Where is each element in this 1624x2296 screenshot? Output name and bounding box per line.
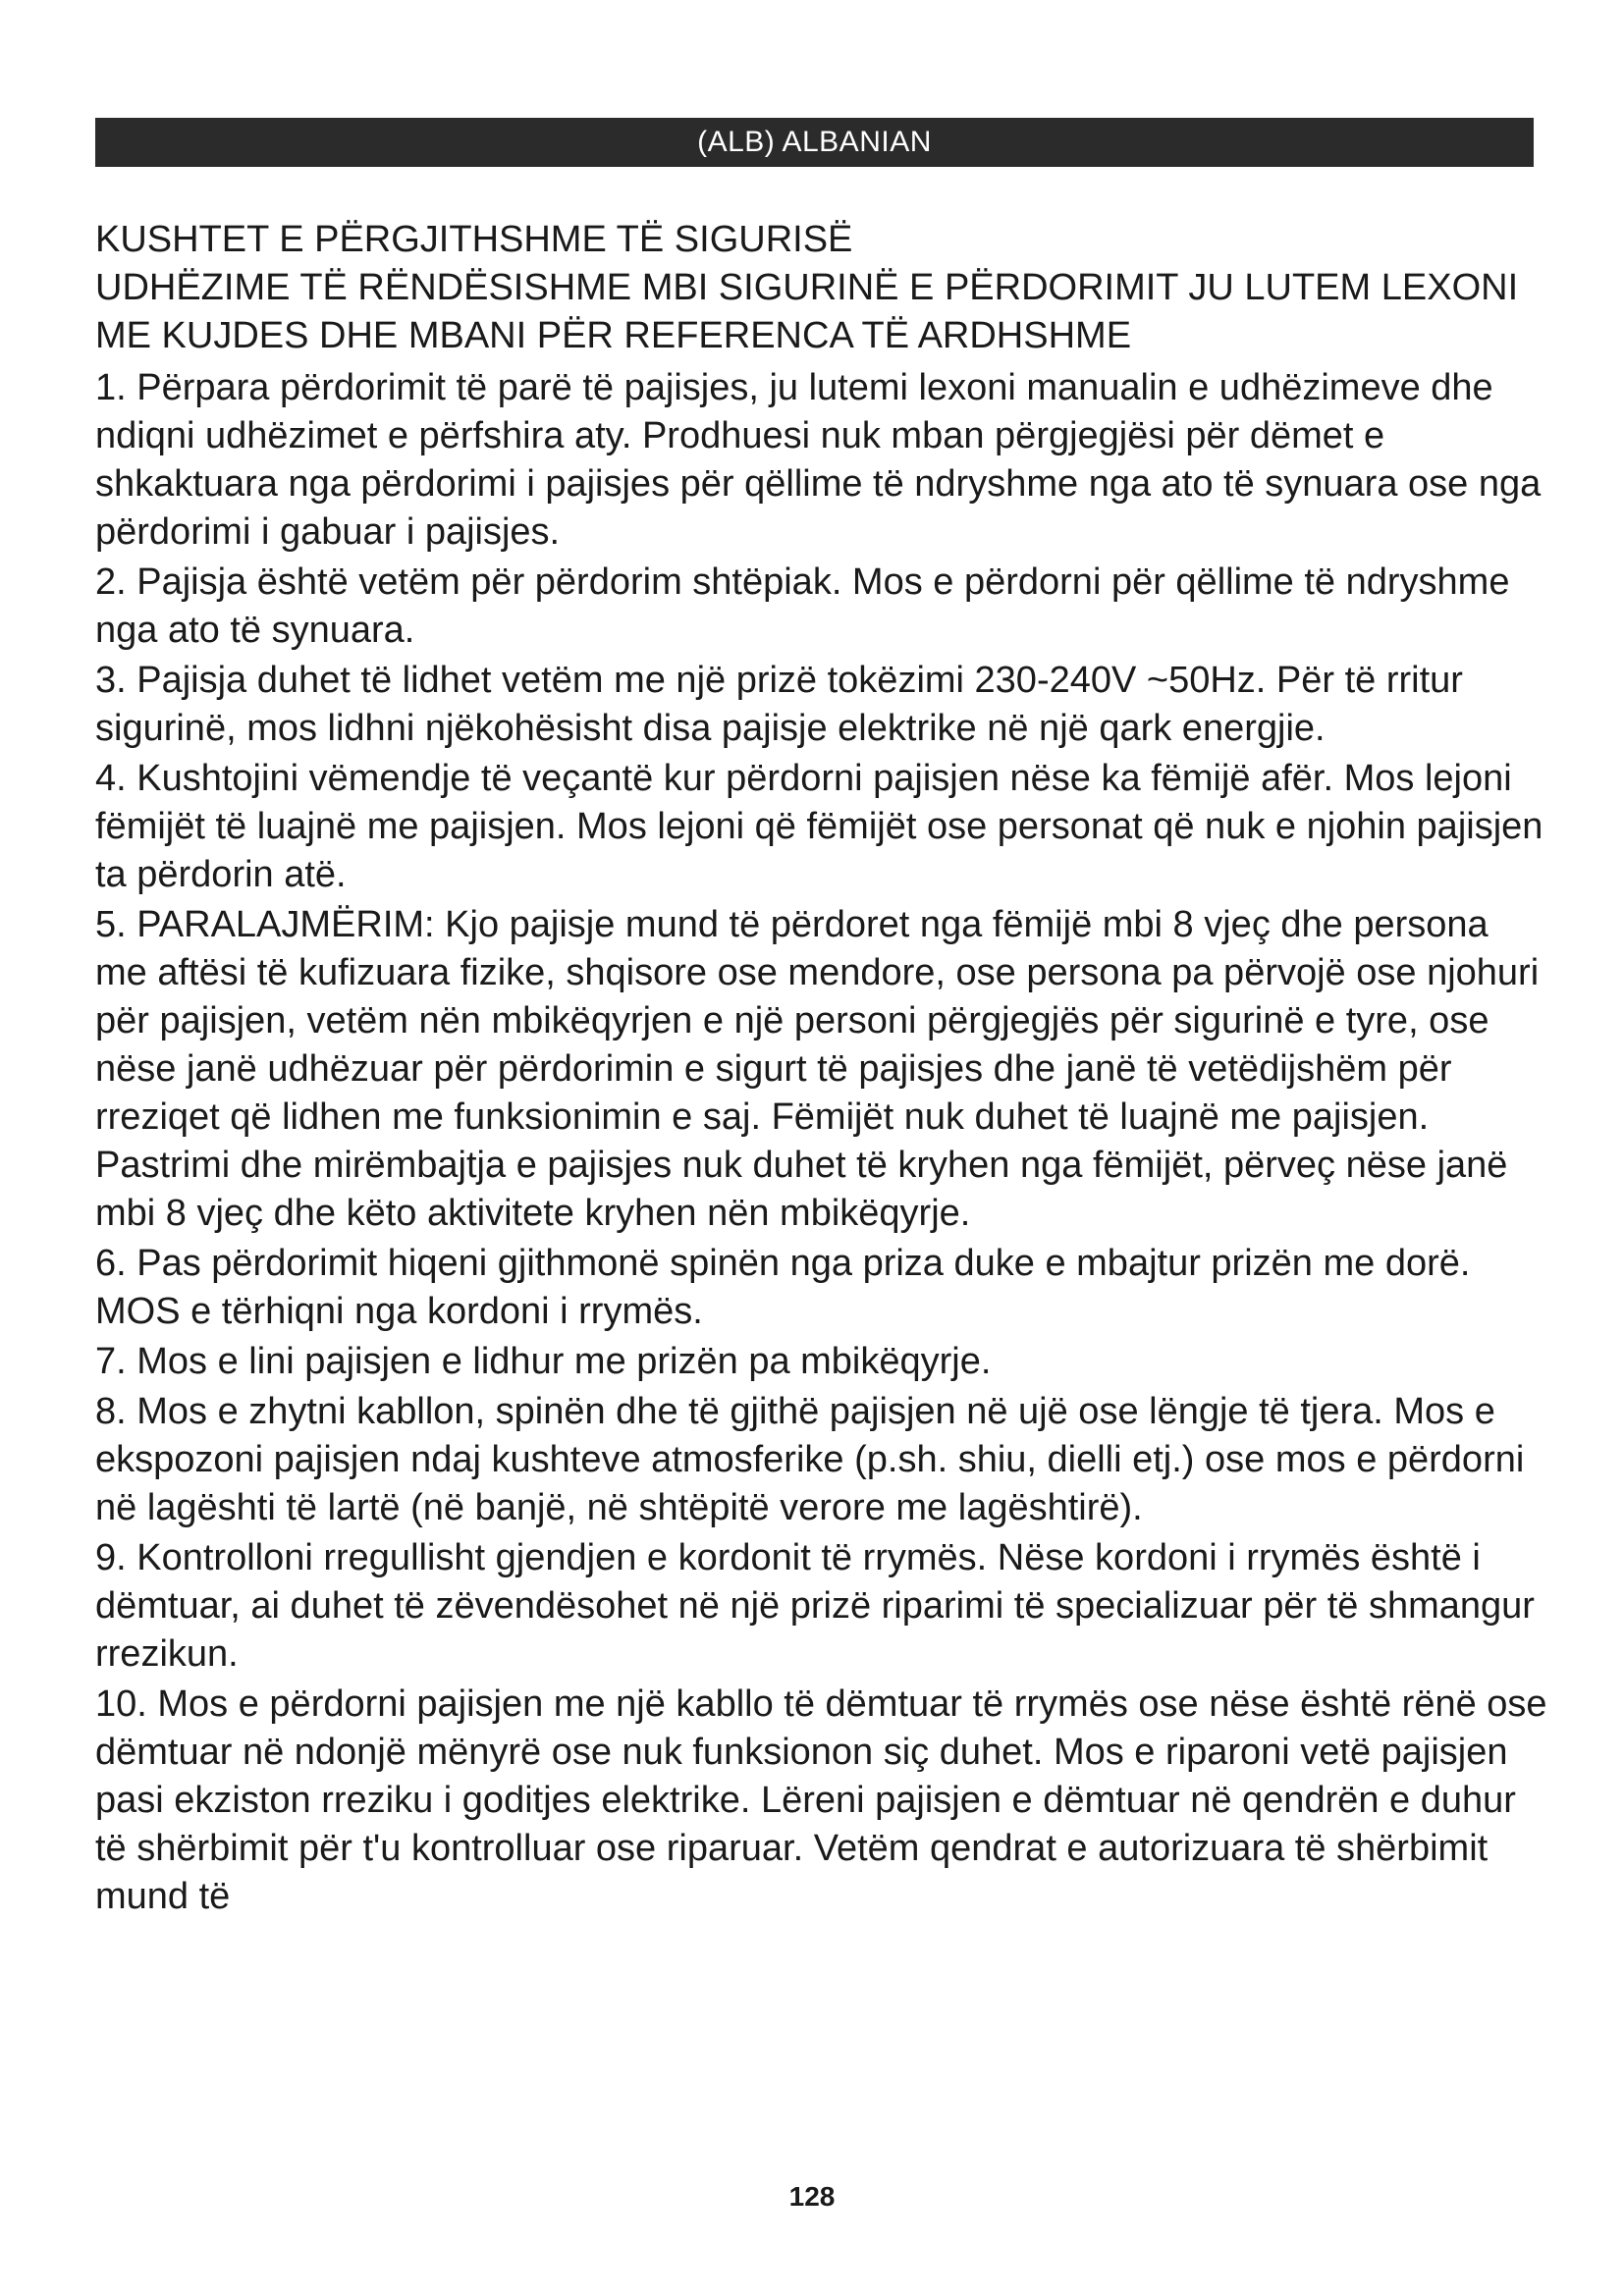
- section-title: KUSHTET E PËRGJITHSHME TË SIGURISË UDHËZIME TË RËNDËSISHME MBI SIGURINË E PËRDORIMIT JU LUTEM LEXONI ME KUJDES DHE MBANI PËR REFERENCA TË ARDHSHME: [95, 219, 1519, 356]
- list-item: 8. Mos e zhytni kabllon, spinën dhe të gjithë pajisjen në ujë ose lëngje të tjera. Mos e ekspozoni pajisjen ndaj kushteve atmosferike (p.sh. shiu, dielli etj.) ose mos e përdorni në lagështi të lartë (në banjë, në shtëpitë verore me lagështirë).: [95, 1391, 1525, 1528]
- list-item: 4. Kushtojini vëmendje të veçantë kur përdorni pajisjen nëse ka fëmijë afër. Mos lejoni fëmijët të luajnë me pajisjen. Mos lejoni që fëmijët ose personat që nuk e njohin pajisjen ta përdorin atë.: [95, 758, 1543, 895]
- section-heading: [95, 216, 1548, 360]
- list-item: 10. Mos e përdorni pajisjen me një kabllo të dëmtuar të rrymës ose nëse është rënë ose dëmtuar në ndonjë mënyrë ose nuk funksionon siç duhet. Mos e riparoni vetë pajisjen pasi ekziston rreziku i goditjes elektrike. Lëreni pajisjen e dëmtuar në qendrën e duhur të shërbimit për t'u kontrolluar ose riparuar. Vetëm qendrat e autorizuara të shërbimit mund të: [95, 1683, 1547, 1917]
- language-label: (ALB) ALBANIAN: [697, 126, 932, 158]
- list-item: 6. Pas përdorimit hiqeni gjithmonë spinën nga priza duke e mbajtur prizën me dorë. MOS e tërhiqni nga kordoni i rrymës.: [95, 1243, 1471, 1332]
- page-number: 128: [788, 2181, 836, 2212]
- safety-section: [95, 216, 1548, 1923]
- list-item: 3. Pajisja duhet të lidhet vetëm me një prizë tokëzimi 230-240V ~50Hz. Për të rritur sigurinë, mos lidhni njëkohësisht disa pajisje elektrike në një qark energjie.: [95, 660, 1463, 749]
- list-item: 1. Përpara përdorimit të parë të pajisjes, ju lutemi lexoni manualin e udhëzimeve dhe ndiqni udhëzimet e përfshira aty. Prodhuesi nuk mban përgjegjësi për dëmet e shkaktuara nga përdorimi i pajisjes për qëllime të ndryshme nga ato të synuara ose nga përdorimi i gabuar i pajisjes.: [95, 367, 1542, 553]
- list-item: 7. Mos e lini pajisjen e lidhur me prizën pa mbikëqyrje.: [95, 1341, 992, 1382]
- list-item: 5. PARALAJMËRIM: Kjo pajisje mund të përdoret nga fëmijë mbi 8 vjeç dhe persona me aftësi të kufizuara fizike, shqisore ose mendore, ose persona pa përvojë ose njohuri për pajisjen, vetëm nën mbikëqyrjen e një personi përgjegjës për sigurinë e tyre, ose nëse janë udhëzuar për përdorimin e sigurt të pajisjes dhe janë të vetëdijshëm për rreziqet që lidhen me funksionimin e saj. Fëmijët nuk duhet të luajnë me pajisjen. Pastrimi dhe mirëmbajtja e pajisjes nuk duhet të kryhen nga fëmijët, përveç nëse janë mbi 8 vjeç dhe këto aktivitete kryhen nën mbikëqyrje.: [95, 904, 1540, 1234]
- list-item: 9. Kontrolloni rregullisht gjendjen e kordonit të rrymës. Nëse kordoni i rrymës është i dëmtuar, ai duhet të zëvendësohet në një prizë riparimi të specializuar për të shmangur rrezikun.: [95, 1537, 1535, 1675]
- language-header-bar: [95, 118, 1534, 167]
- list-item: 2. Pajisja është vetëm për përdorim shtëpiak. Mos e përdorni për qëllime të ndryshme nga ato të synuara.: [95, 561, 1510, 651]
